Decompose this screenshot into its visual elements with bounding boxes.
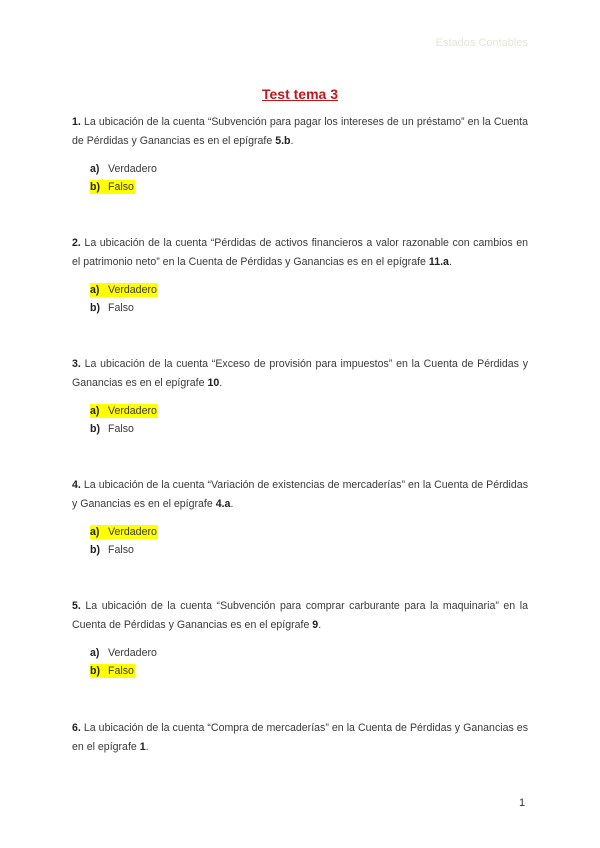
question-text: La ubicación de la cuenta “Subvención para pagar los intereses de un préstamo” en la Cuenta de Pérdidas y Ganancias es en el epígrafe: [72, 116, 528, 147]
page-title: Test tema 3: [262, 86, 338, 102]
option-label: a): [90, 405, 100, 417]
option-b: [90, 541, 158, 559]
epigrafe: 10: [207, 377, 220, 389]
question-text: La ubicación de la cuenta “Exceso de provisión para impuestos” en la Cuenta de Pérdidas y Ganancias es en el epígrafe: [72, 358, 528, 389]
option-a-answer: [90, 402, 158, 420]
question-6: [72, 719, 528, 757]
question-text-end: .: [145, 741, 149, 753]
option-b-answer: [90, 178, 157, 196]
question-1: [72, 113, 528, 151]
options-2: [90, 281, 158, 317]
question-3: [72, 355, 528, 393]
option-b: [90, 420, 158, 438]
option-label: a): [90, 526, 100, 538]
option-text: Verdadero: [108, 526, 157, 538]
option-text: Falso: [108, 544, 134, 556]
epigrafe: 5.b: [275, 135, 291, 147]
option-label: b): [90, 544, 100, 556]
options-1: [90, 160, 157, 196]
question-2: [72, 234, 528, 272]
question-text: La ubicación de la cuenta “Pérdidas de activos financieros a valor razonable con cambios en el patrimonio neto” en la Cuenta de Pérdidas y Ganancias es en el epígrafe: [72, 237, 528, 268]
option-text: Verdadero: [108, 284, 157, 296]
epigrafe: 1: [139, 741, 146, 753]
option-text: Falso: [108, 181, 134, 193]
option-text: Verdadero: [108, 163, 157, 175]
option-label: b): [90, 302, 100, 314]
option-label: b): [90, 181, 100, 193]
question-number: 3.: [72, 358, 81, 370]
question-number: 2.: [72, 237, 81, 249]
question-number: 4.: [72, 479, 81, 491]
option-text: Falso: [108, 302, 134, 314]
question-text: La ubicación de la cuenta “Subvención para comprar carburante para la maquinaria” en la Cuenta de Pérdidas y Ganancias es en el epígrafe: [72, 600, 528, 631]
option-label: a): [90, 647, 100, 659]
option-a-answer: [90, 281, 158, 299]
option-a-answer: [90, 523, 158, 541]
epigrafe: 4.a: [215, 498, 231, 510]
option-text: Verdadero: [108, 405, 157, 417]
option-b-answer: [90, 662, 157, 680]
options-3: [90, 402, 158, 438]
option-label: b): [90, 665, 100, 677]
option-a: [90, 644, 157, 662]
option-text: Falso: [108, 423, 134, 435]
question-text-end: .: [318, 619, 322, 631]
options-5: [90, 644, 157, 680]
options-4: [90, 523, 158, 559]
epigrafe: 9: [312, 619, 319, 631]
question-text: La ubicación de la cuenta “Compra de mercaderías” en la Cuenta de Pérdidas y Ganancias es en el epígrafe: [72, 722, 528, 753]
question-4: [72, 476, 528, 514]
question-text-end: .: [448, 256, 452, 268]
question-text: La ubicación de la cuenta “Variación de existencias de mercaderías” en la Cuenta de Pérdidas y Ganancias es en el epígrafe: [72, 479, 528, 510]
question-number: 1.: [72, 116, 81, 128]
running-header: Estados Contables: [435, 37, 528, 49]
question-number: 5.: [72, 600, 81, 612]
question-text-end: .: [219, 377, 223, 389]
question-number: 6.: [72, 722, 81, 734]
page-number: 1: [519, 797, 526, 809]
question-text-end: .: [290, 135, 294, 147]
question-5: [72, 597, 528, 635]
option-b: [90, 299, 158, 317]
question-text-end: .: [230, 498, 234, 510]
option-label: b): [90, 423, 100, 435]
option-a: [90, 160, 157, 178]
option-text: Falso: [108, 665, 134, 677]
option-label: a): [90, 163, 100, 175]
epigrafe: 11.a: [428, 256, 449, 268]
option-text: Verdadero: [108, 647, 157, 659]
option-label: a): [90, 284, 100, 296]
